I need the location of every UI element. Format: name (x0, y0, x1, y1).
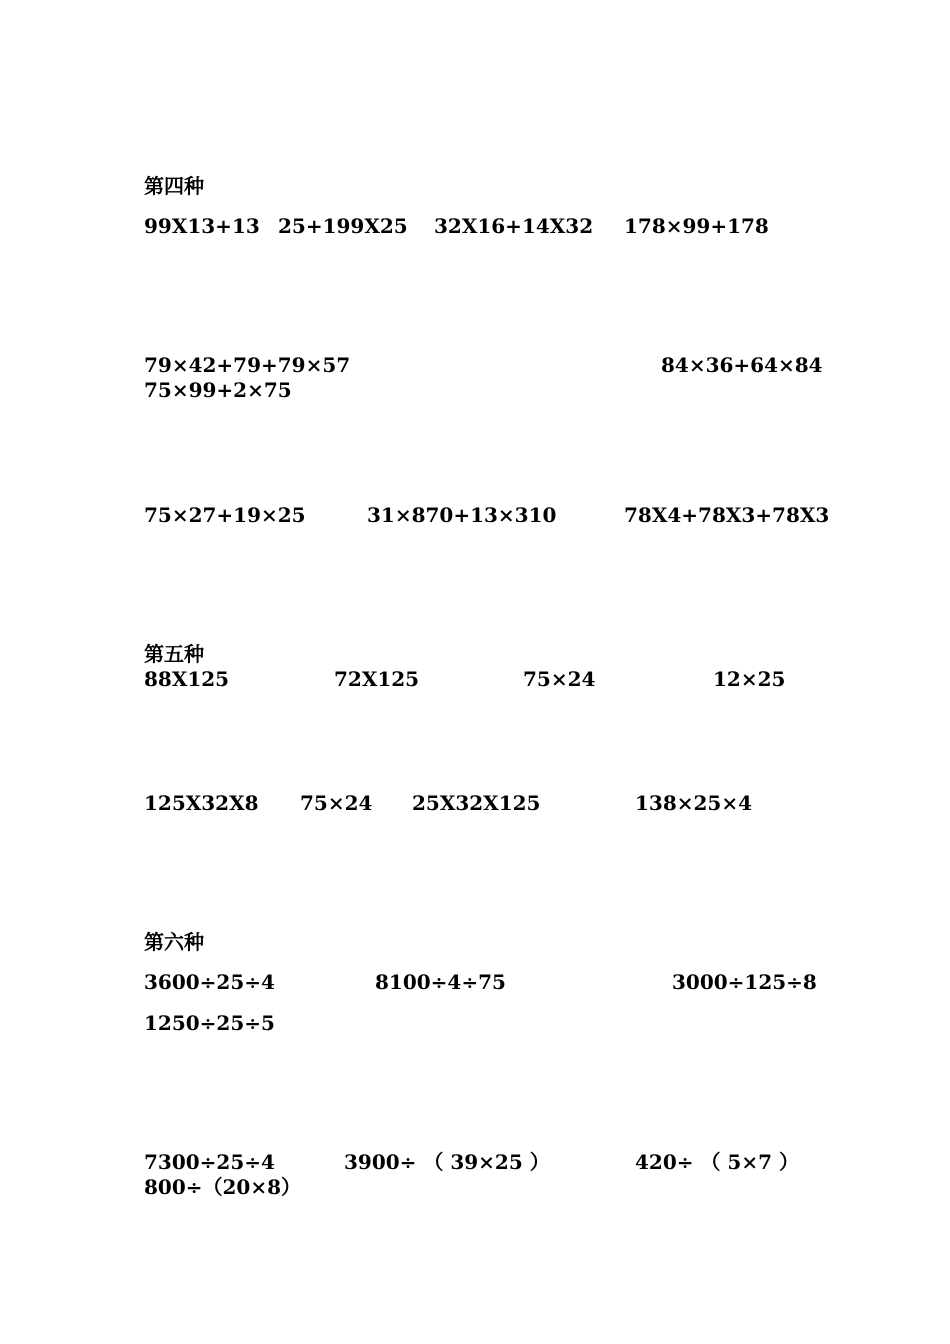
problem: 178×99+178 (624, 214, 769, 238)
problem: 75×99+2×75 (144, 378, 292, 402)
problem: 3900÷ （ 39×25 ） (344, 1150, 550, 1174)
problem: 88X125 (144, 667, 230, 691)
problem: 75×24 (523, 667, 596, 691)
section-heading-6: 第六种 (144, 930, 204, 954)
problem: 420÷ （ 5×7 ） (635, 1150, 799, 1174)
problem: 800÷（20×8） (144, 1175, 302, 1199)
section-heading-5: 第五种 (144, 642, 204, 666)
problem: 8100÷4÷75 (375, 970, 506, 994)
problem: 31×870+13×310 (367, 503, 557, 527)
problem: 72X125 (334, 667, 420, 691)
problem: 138×25×4 (635, 791, 753, 815)
problem: 25+199X25 (278, 214, 408, 238)
problem: 3000÷125÷8 (672, 970, 817, 994)
problem: 1250÷25÷5 (144, 1011, 275, 1035)
problem: 25X32X125 (412, 791, 541, 815)
problem: 99X13+13 (144, 214, 260, 238)
problem: 79×42+79+79×57 (144, 353, 351, 377)
problem: 12×25 (713, 667, 786, 691)
problem: 78X4+78X3+78X3 (624, 503, 830, 527)
problem: 75×27+19×25 (144, 503, 306, 527)
problem: 84×36+64×84 (661, 353, 823, 377)
problem: 75×24 (300, 791, 373, 815)
problem: 32X16+14X32 (434, 214, 594, 238)
section-heading-4: 第四种 (144, 174, 204, 198)
problem: 7300÷25÷4 (144, 1150, 275, 1174)
problem: 3600÷25÷4 (144, 970, 275, 994)
problem: 125X32X8 (144, 791, 259, 815)
